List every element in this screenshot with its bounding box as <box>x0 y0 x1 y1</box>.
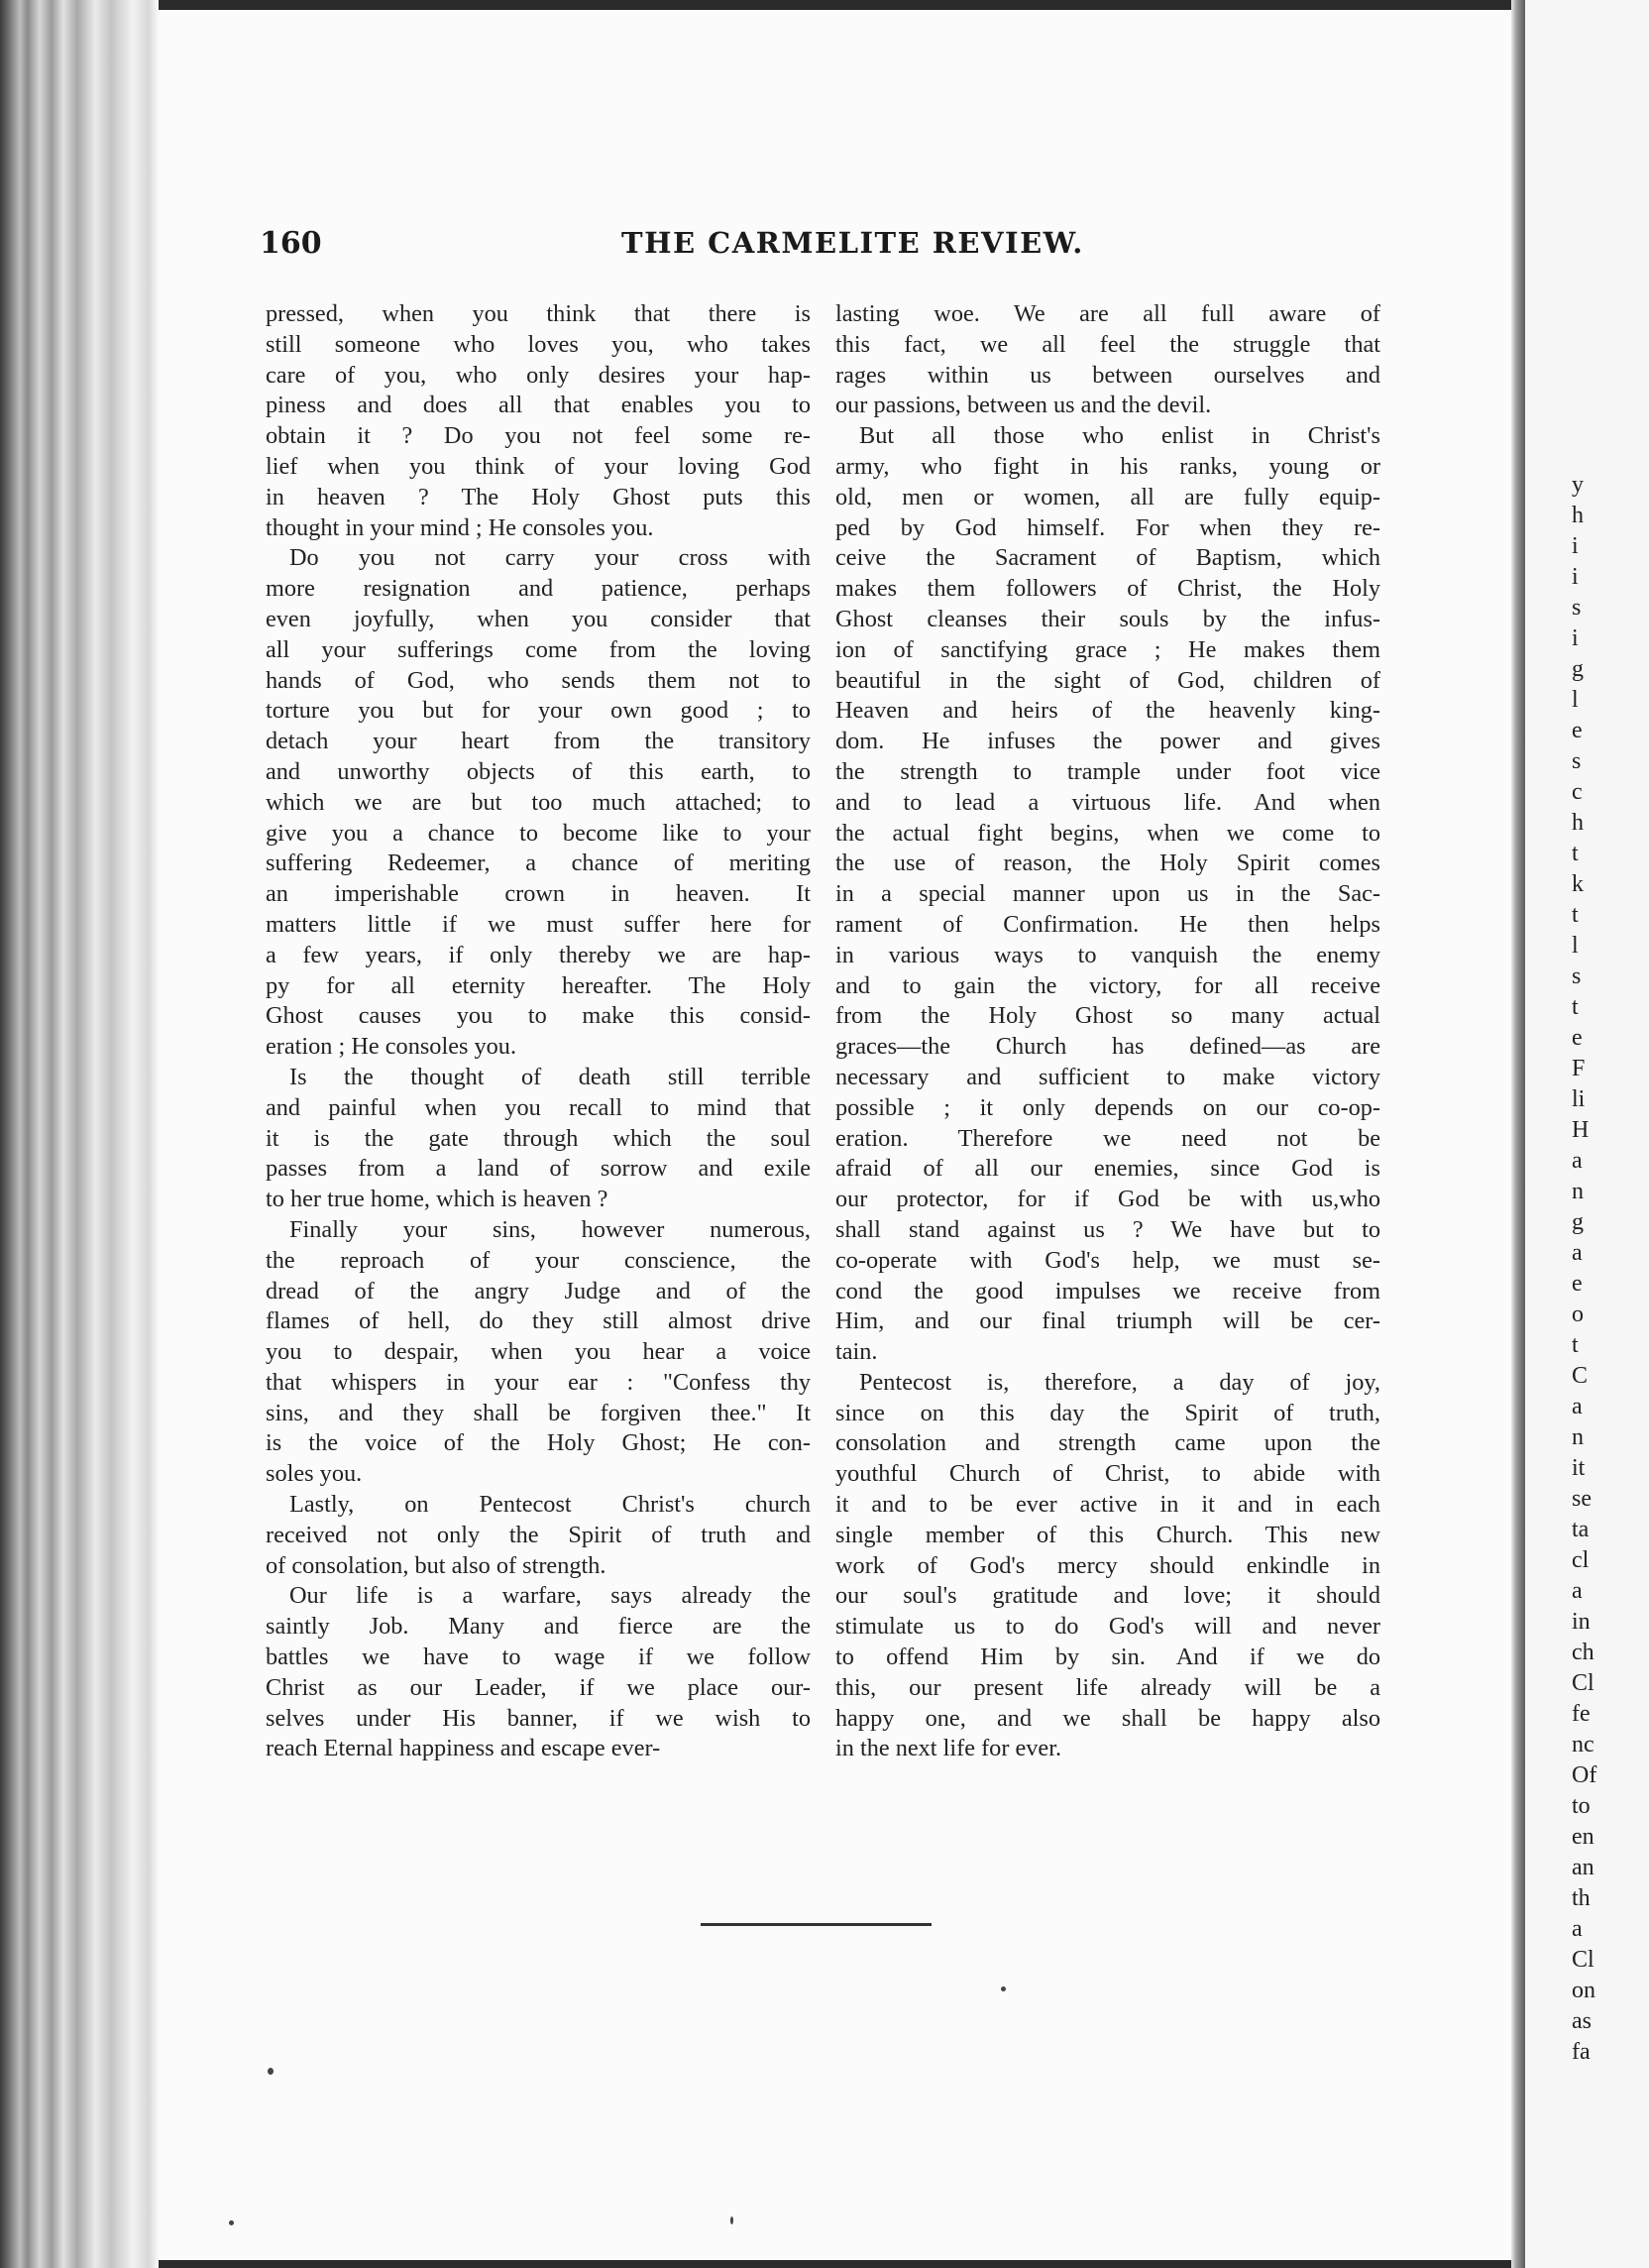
edge-fragment: as <box>1572 2008 1592 2034</box>
text-line: Finally your sins, however numerous, <box>289 1215 811 1243</box>
text-line: of consolation, but also of strength. <box>266 1551 606 1579</box>
text-line: you to despair, when you hear a voice <box>266 1338 811 1366</box>
edge-fragment: a <box>1572 1578 1583 1604</box>
text-line: sins, and they shall be forgiven thee." It <box>266 1399 811 1426</box>
text-line: old, men or women, all are fully equip- <box>835 483 1380 510</box>
edge-fragment: y <box>1572 472 1584 498</box>
text-line: saintly Job. Many and fierce are the <box>266 1613 811 1641</box>
edge-fragment: l <box>1572 933 1579 959</box>
text-line: Ghost cleanses their souls by the infus- <box>835 605 1380 632</box>
edge-fragment: Cl <box>1572 1947 1594 1973</box>
text-line: passes from a land of sorrow and exile <box>266 1155 811 1183</box>
text-line: dom. He infuses the power and gives <box>835 728 1380 755</box>
paper-speck <box>268 2068 274 2075</box>
text-line: received not only the Spirit of truth and <box>266 1521 811 1548</box>
text-line: Him, and our final triumph will be cer- <box>835 1307 1380 1335</box>
text-line: lief when you think of your loving God <box>266 452 811 480</box>
text-line: Heaven and heirs of the heavenly king- <box>835 697 1380 725</box>
text-line: happy one, and we shall be happy also <box>835 1704 1380 1732</box>
text-line: obtain it ? Do you not feel some re- <box>266 422 811 450</box>
text-line: and unworthy objects of this earth, to <box>266 757 811 785</box>
text-line: matters little if we must suffer here for <box>266 910 811 938</box>
text-line: which we are but too much attached; to <box>266 788 811 816</box>
edge-fragment: en <box>1572 1824 1594 1850</box>
edge-fragment: a <box>1572 1148 1583 1174</box>
paper-speck <box>1001 1986 1006 1991</box>
edge-fragment: Of <box>1572 1762 1597 1788</box>
text-line: the reproach of your conscience, the <box>266 1246 811 1274</box>
text-line: the actual fight begins, when we come to <box>835 819 1380 847</box>
text-line: to her true home, which is heaven ? <box>266 1186 608 1213</box>
text-line: the use of reason, the Holy Spirit comes <box>835 850 1380 877</box>
edge-fragment: e <box>1572 1271 1583 1297</box>
text-line: stimulate us to do God's will and never <box>835 1613 1380 1641</box>
text-line: since on this day the Spirit of truth, <box>835 1399 1380 1426</box>
edge-fragment: i <box>1572 564 1579 590</box>
edge-fragment: ta <box>1572 1517 1590 1542</box>
text-line: Christ as our Leader, if we place our- <box>266 1673 811 1701</box>
text-line: Is the thought of death still terrible <box>289 1063 811 1090</box>
running-title: THE CARMELITE REVIEW. <box>621 226 1084 260</box>
page-gutter <box>1511 0 1525 2268</box>
edge-fragment: Cl <box>1572 1670 1594 1696</box>
text-line: to offend Him by sin. And if we do <box>835 1644 1380 1671</box>
text-line: all your sufferings come from the loving <box>266 635 811 663</box>
text-line: an imperishable crown in heaven. It <box>266 880 811 908</box>
edge-fragment: F <box>1572 1056 1586 1081</box>
text-line: beautiful in the sight of God, children of <box>835 666 1380 694</box>
text-line: battles we have to wage if we follow <box>266 1644 811 1671</box>
edge-fragment: th <box>1572 1885 1591 1911</box>
edge-fragment: a <box>1572 1916 1583 1942</box>
text-line: and painful when you recall to mind that <box>266 1093 811 1121</box>
text-line: youthful Church of Christ, to abide with <box>835 1460 1380 1488</box>
text-line: still someone who loves you, who takes <box>266 330 811 358</box>
edge-fragment: k <box>1572 871 1584 897</box>
text-line: soles you. <box>266 1460 363 1488</box>
text-line: eration ; He consoles you. <box>266 1033 517 1061</box>
edge-fragment: s <box>1572 595 1582 621</box>
edge-fragment: in <box>1572 1609 1591 1635</box>
text-line: thought in your mind ; He consoles you. <box>266 513 654 541</box>
text-line: give you a chance to become like to your <box>266 819 811 847</box>
edge-fragment: i <box>1572 625 1579 651</box>
edge-fragment: t <box>1572 994 1579 1020</box>
edge-fragment: to <box>1572 1793 1591 1819</box>
text-line: But all those who enlist in Christ's <box>859 422 1380 450</box>
edge-fragment: t <box>1572 1332 1579 1358</box>
edge-fragment: o <box>1572 1302 1584 1327</box>
text-line: selves under His banner, if we wish to <box>266 1704 811 1732</box>
text-line: detach your heart from the transitory <box>266 728 811 755</box>
edge-fragment: t <box>1572 841 1579 866</box>
text-line: ped by God himself. For when they re- <box>835 513 1380 541</box>
page-header <box>260 226 1084 276</box>
edge-fragment: ch <box>1572 1640 1594 1665</box>
text-line: and to gain the victory, for all receive <box>835 971 1380 999</box>
text-line: shall stand against us ? We have but to <box>835 1215 1380 1243</box>
text-line: ceive the Sacrament of Baptism, which <box>835 544 1380 572</box>
left-column <box>266 299 811 1764</box>
edge-fragment: n <box>1572 1424 1584 1450</box>
text-line: eration. Therefore we need not be <box>835 1124 1380 1152</box>
text-line: lasting woe. We are all full aware of <box>835 300 1380 327</box>
text-line: ion of sanctifying grace ; He makes them <box>835 635 1380 663</box>
text-line: more resignation and patience, perhaps <box>266 575 811 603</box>
section-divider-rule <box>701 1923 932 1926</box>
text-line: piness and does all that enables you to <box>266 392 811 419</box>
text-line: Pentecost is, therefore, a day of joy, <box>859 1368 1380 1396</box>
text-line: makes them followers of Christ, the Holy <box>835 575 1380 603</box>
text-line: cond the good impulses we receive from <box>835 1277 1380 1304</box>
edge-fragment: an <box>1572 1855 1594 1880</box>
edge-fragment: fe <box>1572 1701 1591 1727</box>
book-binding <box>0 0 159 2268</box>
text-line: that whispers in your ear : "Confess thy <box>266 1368 811 1396</box>
text-line: it and to be ever active in it and in each <box>835 1491 1380 1519</box>
edge-fragment: a <box>1572 1394 1583 1419</box>
text-line: it is the gate through which the soul <box>266 1124 811 1152</box>
text-line: in the next life for ever. <box>835 1735 1062 1762</box>
text-line: this fact, we all feel the struggle that <box>835 330 1380 358</box>
text-line: hands of God, who sends them not to <box>266 666 811 694</box>
edge-fragment: s <box>1572 748 1582 774</box>
text-line: the strength to trample under foot vice <box>835 757 1380 785</box>
text-line: necessary and sufficient to make victory <box>835 1063 1380 1090</box>
edge-fragment: s <box>1572 964 1582 989</box>
text-line: even joyfully, when you consider that <box>266 605 811 632</box>
edge-fragment: e <box>1572 1025 1583 1051</box>
text-line: Our life is a warfare, says already the <box>289 1582 811 1610</box>
edge-fragment: l <box>1572 687 1579 713</box>
next-page-text-fragment <box>1572 470 1649 2068</box>
paper-speck <box>229 2220 234 2225</box>
edge-fragment: on <box>1572 1978 1595 2003</box>
edge-fragment: it <box>1572 1455 1586 1481</box>
edge-fragment: n <box>1572 1179 1584 1204</box>
text-line: from the Holy Ghost so many actual <box>835 1002 1380 1030</box>
text-line: care of you, who only desires your hap- <box>266 361 811 389</box>
text-line: our soul's gratitude and love; it should <box>835 1582 1380 1610</box>
edge-fragment: g <box>1572 1209 1584 1235</box>
text-line: rages within us between ourselves and <box>835 361 1380 389</box>
edge-fragment: li <box>1572 1086 1586 1112</box>
edge-fragment: h <box>1572 503 1584 528</box>
edge-fragment: nc <box>1572 1732 1594 1758</box>
edge-fragment: cl <box>1572 1547 1590 1573</box>
text-line: graces—the Church has defined—as are <box>835 1033 1380 1061</box>
text-line: rament of Confirmation. He then helps <box>835 910 1380 938</box>
text-line: a few years, if only thereby we are hap- <box>266 941 811 968</box>
text-line: reach Eternal happiness and escape ever- <box>266 1735 661 1762</box>
text-line: our protector, for if God be with us,who <box>835 1186 1380 1213</box>
text-line: suffering Redeemer, a chance of meriting <box>266 850 811 877</box>
edge-fragment: g <box>1572 656 1584 682</box>
text-line: in a special manner upon us in the Sac- <box>835 880 1380 908</box>
text-line: flames of hell, do they still almost drive <box>266 1307 811 1335</box>
text-line: work of God's mercy should enkindle in <box>835 1551 1380 1579</box>
edge-fragment: h <box>1572 810 1584 836</box>
paper-speck <box>730 2216 733 2224</box>
edge-fragment: a <box>1572 1240 1583 1266</box>
text-line: in heaven ? The Holy Ghost puts this <box>266 483 811 510</box>
text-line: single member of this Church. This new <box>835 1521 1380 1548</box>
edge-fragment: H <box>1572 1117 1590 1143</box>
text-line: Do you not carry your cross with <box>289 544 811 572</box>
text-line: army, who fight in his ranks, young or <box>835 452 1380 480</box>
text-line: py for all eternity hereafter. The Holy <box>266 971 811 999</box>
text-line: tain. <box>835 1338 878 1366</box>
text-line: in various ways to vanquish the enemy <box>835 941 1380 968</box>
edge-fragment: fa <box>1572 2039 1591 2065</box>
edge-fragment: c <box>1572 779 1583 805</box>
text-line: this, our present life already will be a <box>835 1673 1380 1701</box>
text-line: is the voice of the Holy Ghost; He con- <box>266 1429 811 1457</box>
text-line: co-operate with God's help, we must se- <box>835 1246 1380 1274</box>
text-line: Lastly, on Pentecost Christ's church <box>289 1491 811 1519</box>
text-line: torture you but for your own good ; to <box>266 697 811 725</box>
text-line: possible ; it only depends on our co-op- <box>835 1093 1380 1121</box>
page-number: 160 <box>260 226 322 261</box>
text-line: afraid of all our enemies, since God is <box>835 1155 1380 1183</box>
text-line: and to lead a virtuous life. And when <box>835 788 1380 816</box>
edge-fragment: i <box>1572 533 1579 559</box>
text-line: consolation and strength came upon the <box>835 1429 1380 1457</box>
text-line: Ghost causes you to make this consid- <box>266 1002 811 1030</box>
text-line: pressed, when you think that there is <box>266 300 811 327</box>
edge-fragment: C <box>1572 1363 1589 1389</box>
edge-fragment: e <box>1572 718 1583 743</box>
edge-fragment: t <box>1572 902 1579 928</box>
text-line: our passions, between us and the devil. <box>835 392 1212 419</box>
right-column <box>835 299 1380 1764</box>
edge-fragment: se <box>1572 1486 1592 1512</box>
text-line: dread of the angry Judge and of the <box>266 1277 811 1304</box>
